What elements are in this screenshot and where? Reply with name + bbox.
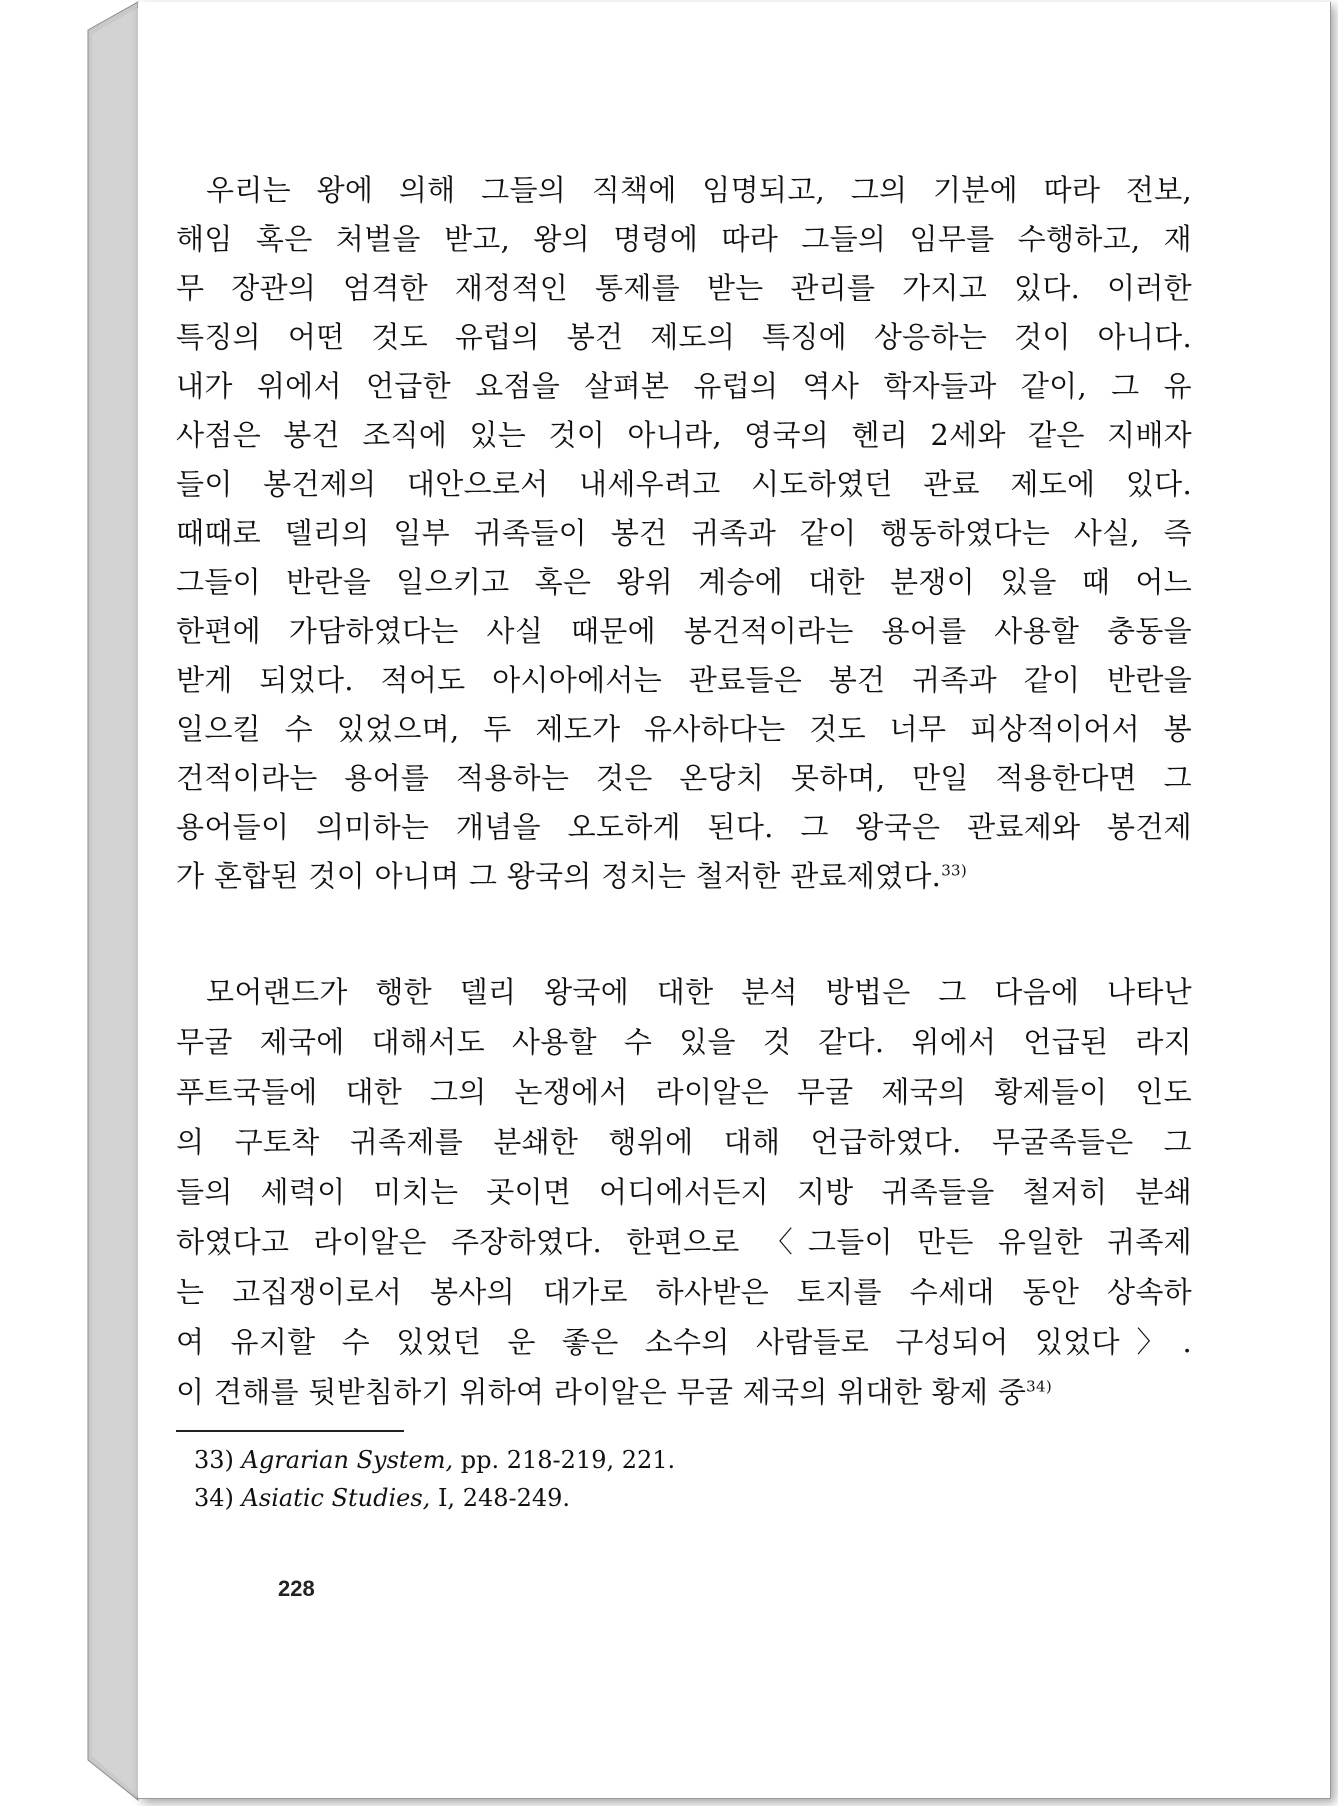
text-line-content: 내가 위에서 언급한 요점을 살펴본 유럽의 역사 학자들과 같이, 그 유 — [176, 369, 1192, 403]
text-line — [176, 213, 1192, 265]
text-line — [176, 654, 1192, 706]
text-line-content: 의 구토착 귀족제를 분쇄한 행위에 대해 언급하였다. 무굴족들은 그 — [176, 1125, 1192, 1159]
footnote-number: 34) — [194, 1484, 234, 1512]
text-line — [176, 801, 1192, 853]
text-line-content: 용어들이 의미하는 개념을 오도하게 된다. 그 왕국은 관료제와 봉건제 — [176, 810, 1192, 844]
text-line-content: 들이 봉건제의 대안으로서 내세우려고 시도하였던 관료 제도에 있다. — [176, 467, 1192, 501]
footnote-rule — [176, 1430, 404, 1432]
text-line-content: 하였다고 라이알은 주장하였다. 한편으로 〈그들이 만든 유일한 귀족제 — [176, 1225, 1192, 1259]
page-number: 228 — [278, 1576, 315, 1601]
footnote-reference: 34) — [1026, 1377, 1052, 1396]
text-line — [176, 1366, 1192, 1418]
text-line-content: 가 혼합된 것이 아니며 그 왕국의 정치는 철저한 관료제였다. — [176, 859, 942, 893]
text-line — [176, 1116, 1192, 1168]
text-line-content: 무 장관의 엄격한 재정적인 통제를 받는 관리를 가지고 있다. 이러한 — [176, 271, 1192, 305]
text-line-content: 받게 되었다. 적어도 아시아에서는 관료들은 봉건 귀족과 같이 반란을 — [176, 663, 1192, 697]
text-line — [176, 752, 1192, 804]
text-line — [176, 1266, 1192, 1318]
text-line-content: 일으킬 수 있었으며, 두 제도가 유사하다는 것도 너무 피상적이어서 봉 — [176, 712, 1192, 746]
text-line-content: 여 유지할 수 있었던 운 좋은 소수의 사람들로 구성되어 있었다〉. — [176, 1325, 1192, 1359]
text-line-content: 우리는 왕에 의해 그들의 직책에 임명되고, 그의 기분에 따라 전보, — [206, 173, 1192, 207]
text-line — [176, 262, 1192, 314]
text-line-content: 해임 혹은 처벌을 받고, 왕의 명령에 따라 그들의 임무를 수행하고, 재 — [176, 222, 1192, 256]
text-line-content: 특징의 어떤 것도 유럽의 봉건 제도의 특징에 상응하는 것이 아니다. — [176, 320, 1192, 354]
text-line — [206, 966, 1192, 1018]
text-line — [176, 556, 1192, 608]
text-line — [176, 1316, 1192, 1368]
text-line — [176, 1166, 1192, 1218]
text-line-content: 때때로 델리의 일부 귀족들이 봉건 귀족과 같이 행동하였다는 사실, 즉 — [176, 516, 1192, 550]
text-line — [176, 850, 1192, 902]
text-line-content: 모어랜드가 행한 델리 왕국에 대한 분석 방법은 그 다음에 나타난 — [206, 975, 1192, 1009]
text-line-content: 그들이 반란을 일으키고 혹은 왕위 계승에 대한 분쟁이 있을 때 어느 — [176, 565, 1192, 599]
footnote-number: 33) — [194, 1446, 234, 1474]
footnote-title: Agrarian System, — [241, 1446, 454, 1474]
text-line-content: 이 견해를 뒷받침하기 위하여 라이알은 무굴 제국의 위대한 황제 중 — [176, 1375, 1027, 1409]
text-line-content: 푸트국들에 대한 그의 논쟁에서 라이알은 무굴 제국의 황제들이 인도 — [176, 1075, 1192, 1109]
text-line-content: 는 고집쟁이로서 봉사의 대가로 하사받은 토지를 수세대 동안 상속하 — [176, 1275, 1192, 1309]
text-line — [206, 164, 1192, 216]
footnote-title: Asiatic Studies, — [241, 1484, 431, 1512]
footnote-pages: pp. 218-219, 221. — [460, 1446, 676, 1474]
text-line — [176, 1066, 1192, 1118]
text-line — [176, 311, 1192, 363]
text-line-content: 무굴 제국에 대해서도 사용할 수 있을 것 같다. 위에서 언급된 라지 — [176, 1025, 1192, 1059]
footnote-reference: 33) — [941, 861, 968, 880]
text-line — [176, 507, 1192, 559]
text-line — [176, 360, 1192, 412]
footnote-34 — [194, 1484, 570, 1512]
text-line-content: 한편에 가담하였다는 사실 때문에 봉건적이라는 용어를 사용할 충동을 — [176, 614, 1192, 648]
text-line-content: 건적이라는 용어를 적용하는 것은 온당치 못하며, 만일 적용한다면 그 — [176, 761, 1192, 795]
text-line — [176, 409, 1192, 461]
text-line — [176, 703, 1192, 755]
text-line — [176, 1216, 1192, 1268]
text-line — [176, 458, 1192, 510]
text-line-content: 사점은 봉건 조직에 있는 것이 아니라, 영국의 헨리 2세와 같은 지배자 — [176, 418, 1192, 452]
text-line — [176, 1016, 1192, 1068]
text-line — [176, 605, 1192, 657]
text-line-content: 들의 세력이 미치는 곳이면 어디에서든지 지방 귀족들을 철저히 분쇄 — [176, 1175, 1192, 1209]
footnote-33 — [194, 1446, 675, 1474]
footnote-pages: I, 248-249. — [437, 1484, 571, 1512]
